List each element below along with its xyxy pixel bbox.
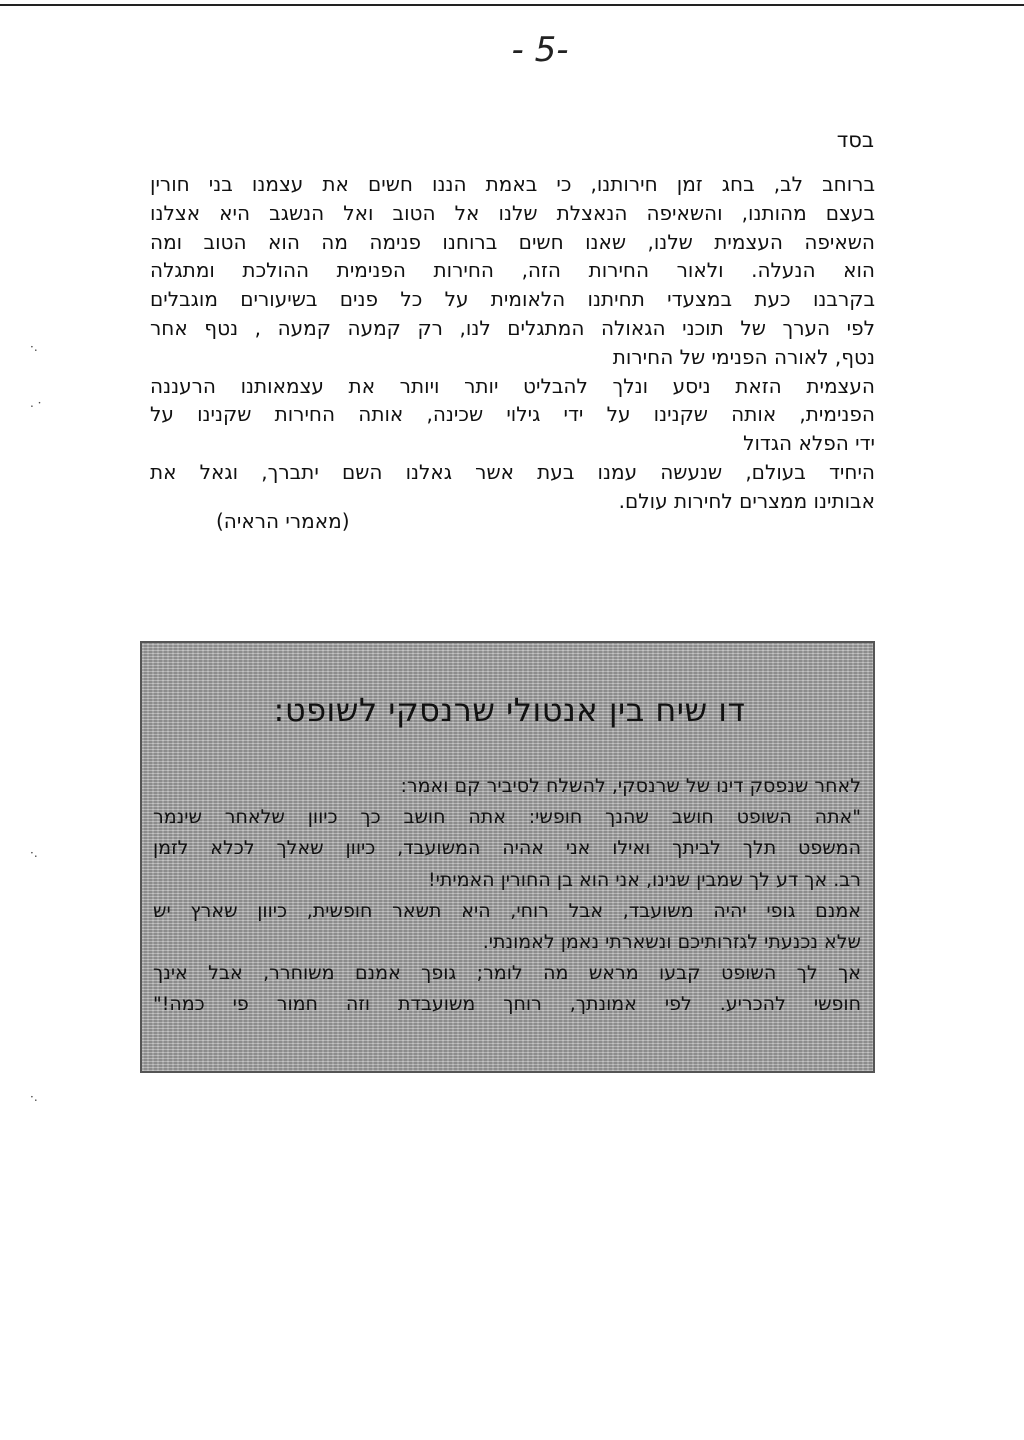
dialogue-body: [153, 771, 861, 1021]
quote-line: הפנימית, אותה שקנינו על ידי גילוי שכינה, אותה החירות שקנינו על: [150, 402, 875, 427]
quote-line: לפי הערך של תוכני הגאולה המתגלים לנו, רק קמעה קמעה , נטף אחר: [150, 315, 875, 340]
dialogue-line: חופשי להכריע. לפי אמונתך, רוחך משועבדת וזה חמור פי כמה!": [153, 993, 861, 1016]
dialogue-line: "אתה השופט חושב שהנך חופשי: אתה חושב כך כיוון שלאחר שינמר: [153, 806, 861, 829]
scan-speck: ·.: [30, 846, 38, 860]
dialogue-title: דו שיח בין אנטולי שרנסקי לשופט:: [273, 691, 746, 729]
dialogue-line: לאחר שנפסק דינו של שרנסקי, להשלח לסיביר קם ואמר:: [400, 775, 861, 797]
quote-line: בקרבנו כעת במצעדי תחיתנו הלאומית על כל פנים בשיעורים מוגבלים: [150, 287, 875, 312]
quote-line: היחיד בעולם, שנעשה עמנו בעת אשר גאלנו השם יתברך, וגאל את: [150, 459, 875, 484]
bsd-header: בסד: [836, 128, 874, 152]
top-border-line: [0, 4, 1024, 6]
dialogue-box: [140, 641, 875, 1073]
quote-source: (מאמרי הראיה): [216, 509, 350, 533]
quote-line: ברוחב לב, בחג זמן חירותנו, כי באמת הננו חשים את עצמנו בני חורין: [150, 172, 875, 196]
dialogue-line: שלא נכנעתי לגזרותיכם ונשארתי נאמן לאמונתי.: [482, 931, 861, 954]
quote-line: נטף, לאורה הפנימי של החירות: [612, 344, 875, 369]
quote-line: אבותינו ממצרים לחירות עולם.: [618, 488, 875, 513]
scan-speck: . ·: [30, 396, 42, 410]
dialogue-line: רב. אך דע לך שמבין שנינו, אני הוא בן החורין האמיתי!: [427, 868, 861, 891]
page-number: - 5-: [511, 30, 569, 70]
dialogue-line: אך לך השופט קבעו מראש מה לומר; גופך אמנם משוחרר, אבל אינך: [153, 962, 861, 985]
quote-paragraph: [150, 170, 875, 516]
dialogue-line: המשפט תלך לביתך ואילו אני אהיה המשועבד, כיוון שאלך לכלא לזמן: [153, 837, 861, 860]
quote-line: בעצם מהותנו, והשאיפה הנאצלת שלנו אל הטוב ואל הנשגב היא אצלנו: [150, 200, 875, 225]
dialogue-line: אמנם גופי יהיה משועבד, אבל רוחי, היא תשאר חופשית, כיוון שארץ יש: [153, 899, 861, 922]
quote-line: ידי הפלא הגדול: [743, 431, 875, 456]
quote-line: השאיפה העצמית שלנו, שאנו חשים ברוחנו פנימה מה הוא הטוב ומה: [150, 229, 875, 254]
scan-speck: ·.: [30, 340, 38, 354]
scan-speck: ·.: [30, 1090, 38, 1104]
quote-line: הוא הנעלה. ולאור החירות הזה, החירות הפנימית ההולכת ומתגלה: [150, 258, 875, 283]
quote-line: העצמית הזאת ניסע ונלך להבליט יותר ויותר את עצמאותנו הרעננה: [150, 373, 875, 398]
